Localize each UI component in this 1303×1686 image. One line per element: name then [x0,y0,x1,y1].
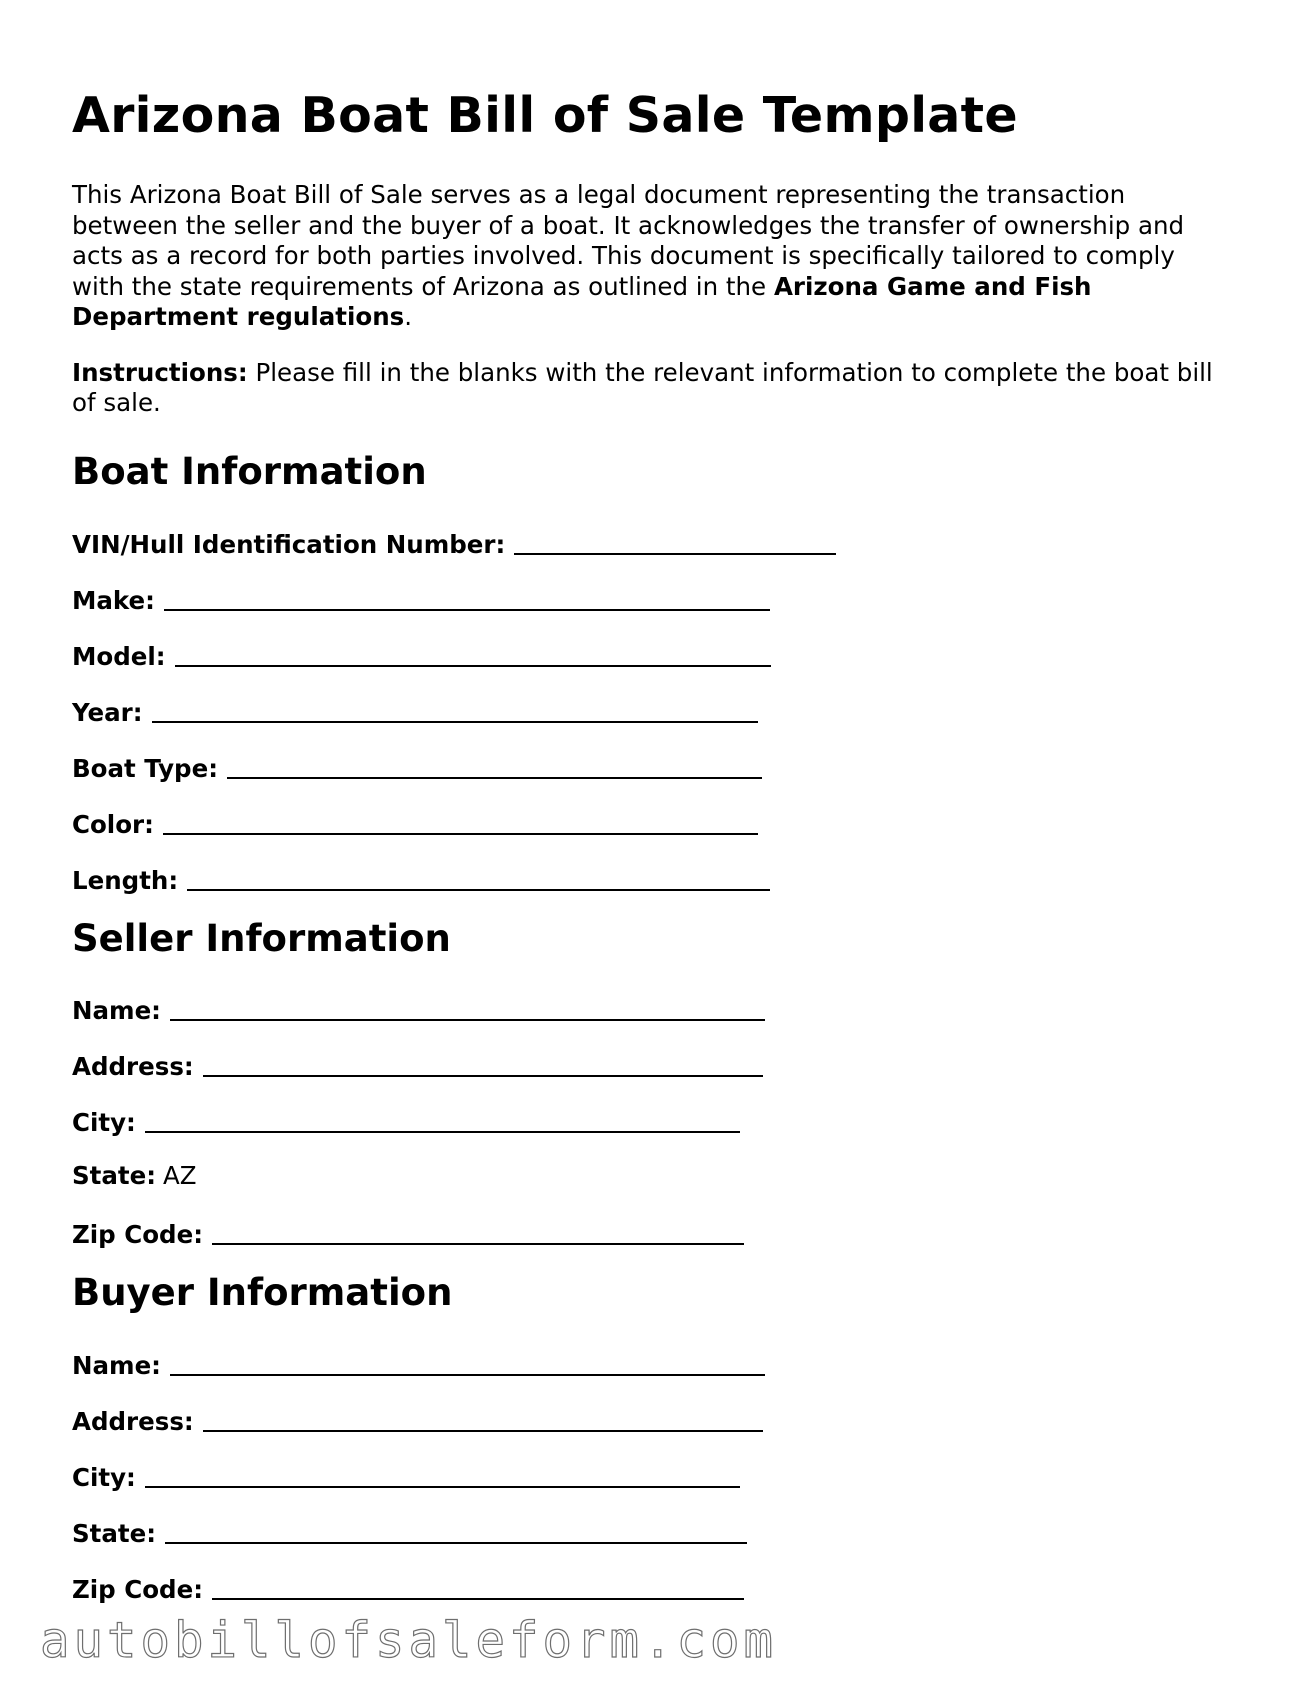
seller-address-blank[interactable] [203,1051,763,1077]
color-field [72,807,1232,837]
seller-state-label: State: [72,1161,157,1191]
year-label: Year: [72,697,143,727]
seller-name-blank[interactable] [170,995,765,1021]
page-title: Arizona Boat Bill of Sale Template [72,87,1018,144]
buyer-city-field [72,1460,1232,1490]
seller-address-field [72,1049,1232,1082]
seller-city-field [72,1105,1232,1138]
buyer-state-label: State: [72,1518,157,1548]
vin-field [72,527,1232,557]
model-blank[interactable] [175,641,771,667]
buyer-address-field [72,1404,1232,1434]
instructions-paragraph [72,358,1232,419]
year-field [72,695,1232,725]
vin-blank[interactable] [514,529,836,555]
length-label: Length: [72,865,179,895]
buyer-zip-blank[interactable] [212,1574,744,1600]
vin-label: VIN/Hull Identification Number: [72,529,506,559]
buyer-name-label: Name: [72,1350,161,1380]
seller-state-value: AZ [163,1161,197,1191]
buyer-state-blank[interactable] [165,1518,747,1544]
boat-section-heading: Boat Information [72,449,427,493]
make-field [72,583,1232,613]
seller-name-field [72,993,1232,1026]
instructions-label: Instructions: [72,357,248,387]
buyer-address-blank[interactable] [203,1406,763,1432]
intro-paragraph [72,180,1232,333]
length-blank[interactable] [187,865,770,891]
boat-type-blank[interactable] [227,753,762,779]
color-blank[interactable] [163,809,758,835]
seller-section-heading: Seller Information [72,916,451,960]
seller-zip-field [72,1217,1232,1250]
buyer-city-blank[interactable] [145,1462,740,1488]
boat-type-label: Boat Type: [72,753,219,783]
buyer-city-label: City: [72,1462,136,1492]
buyer-name-field [72,1348,1232,1378]
length-field [72,863,1232,893]
make-blank[interactable] [164,585,770,611]
intro-text-end: . [404,302,413,332]
color-label: Color: [72,809,154,839]
seller-state-field [72,1161,1232,1191]
seller-name-label: Name: [72,996,161,1026]
intro-bold-reference: Arizona Game and Fish Department regulations [72,271,1092,332]
seller-address-label: Address: [72,1052,194,1082]
intro-text: This Arizona Boat Bill of Sale serves as a legal document representing the transaction between the seller and the buyer of a boat. It acknowledges the transfer of ownership and acts as a record for both parties involved. This document is specifically tailored to comply with the state requirements of Arizona as outlined in the [72,180,1185,301]
document-page [72,88,1232,1628]
year-blank[interactable] [152,697,758,723]
buyer-address-label: Address: [72,1406,194,1436]
buyer-section-heading: Buyer Information [72,1271,453,1315]
model-label: Model: [72,641,166,671]
buyer-zip-field [72,1572,1232,1602]
boat-type-field [72,751,1232,781]
buyer-name-blank[interactable] [170,1350,765,1376]
buyer-state-field [72,1516,1232,1546]
seller-city-blank[interactable] [145,1107,740,1133]
buyer-zip-label: Zip Code: [72,1574,203,1604]
make-label: Make: [72,585,155,615]
instructions-text: Please fill in the blanks with the relevant information to complete the boat bill of sale. [72,357,1213,418]
seller-zip-label: Zip Code: [72,1220,203,1250]
seller-zip-blank[interactable] [212,1219,744,1245]
watermark-text: autobillofsaleform.com [40,1612,778,1669]
seller-city-label: City: [72,1108,136,1138]
model-field [72,639,1232,669]
